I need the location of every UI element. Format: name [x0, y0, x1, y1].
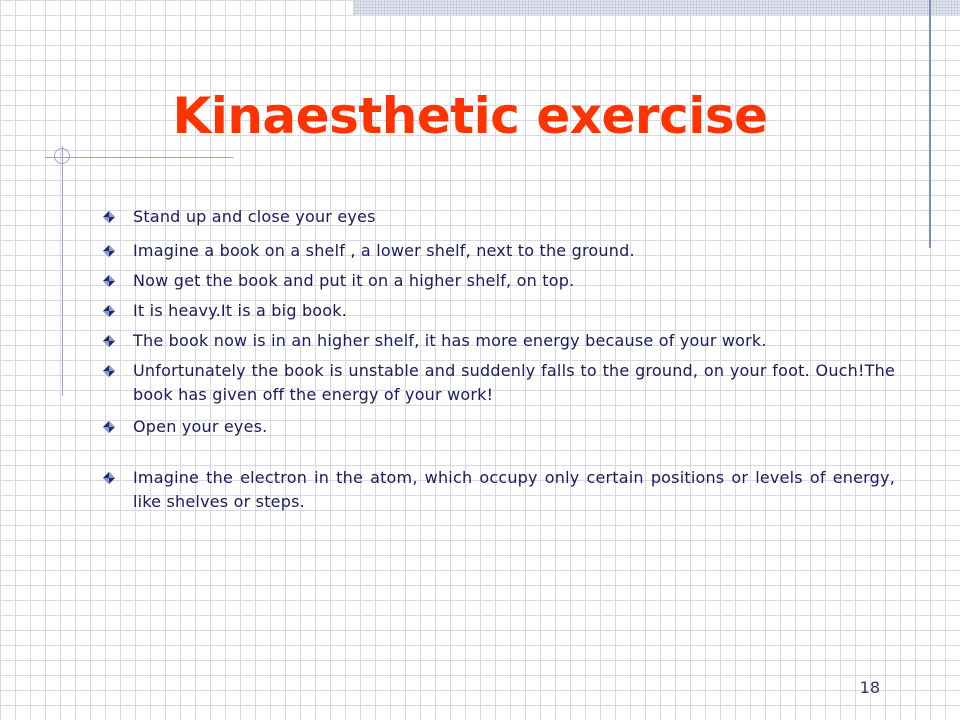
left-decorative-line: [62, 146, 63, 396]
bullet-text: The book now is in an higher shelf, it has more energy because of your work.: [133, 331, 767, 350]
bullet-item: [103, 359, 895, 407]
bullet-item: [103, 269, 895, 293]
corner-circle-ornament: [54, 148, 70, 164]
title-underline: [45, 157, 233, 158]
bullet-item: [103, 466, 895, 514]
bullet-text: Imagine a book on a shelf , a lower shelf, next to the ground.: [133, 241, 635, 260]
bullet-list: [103, 205, 895, 514]
diamond-bullet-icon: [103, 421, 115, 433]
diamond-bullet-icon: [103, 335, 115, 347]
diamond-bullet-icon: [103, 365, 115, 377]
top-decorative-band: [353, 0, 960, 16]
diamond-bullet-icon: [103, 472, 115, 484]
bullet-item: [103, 329, 895, 353]
bullet-item: [103, 415, 895, 439]
slide-title: Kinaesthetic exercise: [172, 87, 768, 145]
bullet-item: [103, 299, 895, 323]
diamond-bullet-icon: [103, 305, 115, 317]
bullet-item: [103, 239, 895, 263]
diamond-bullet-icon: [103, 245, 115, 257]
diamond-bullet-icon: [103, 275, 115, 287]
bullet-text: Unfortunately the book is unstable and suddenly falls to the ground, on your foot. Ouch!The book has given off the energy of your work!: [133, 361, 895, 404]
bullet-text: Now get the book and put it on a higher shelf, on top.: [133, 271, 575, 290]
bullet-text: Stand up and close your eyes: [133, 207, 376, 226]
bullet-text: Imagine the electron in the atom, which occupy only certain positions or levels of energy, like shelves or steps.: [133, 468, 895, 511]
bullet-item: [103, 205, 895, 229]
page-number: 18: [859, 678, 880, 697]
bullet-text: It is heavy.It is a big book.: [133, 301, 348, 320]
diamond-bullet-icon: [103, 211, 115, 223]
bullet-text: Open your eyes.: [133, 417, 268, 436]
